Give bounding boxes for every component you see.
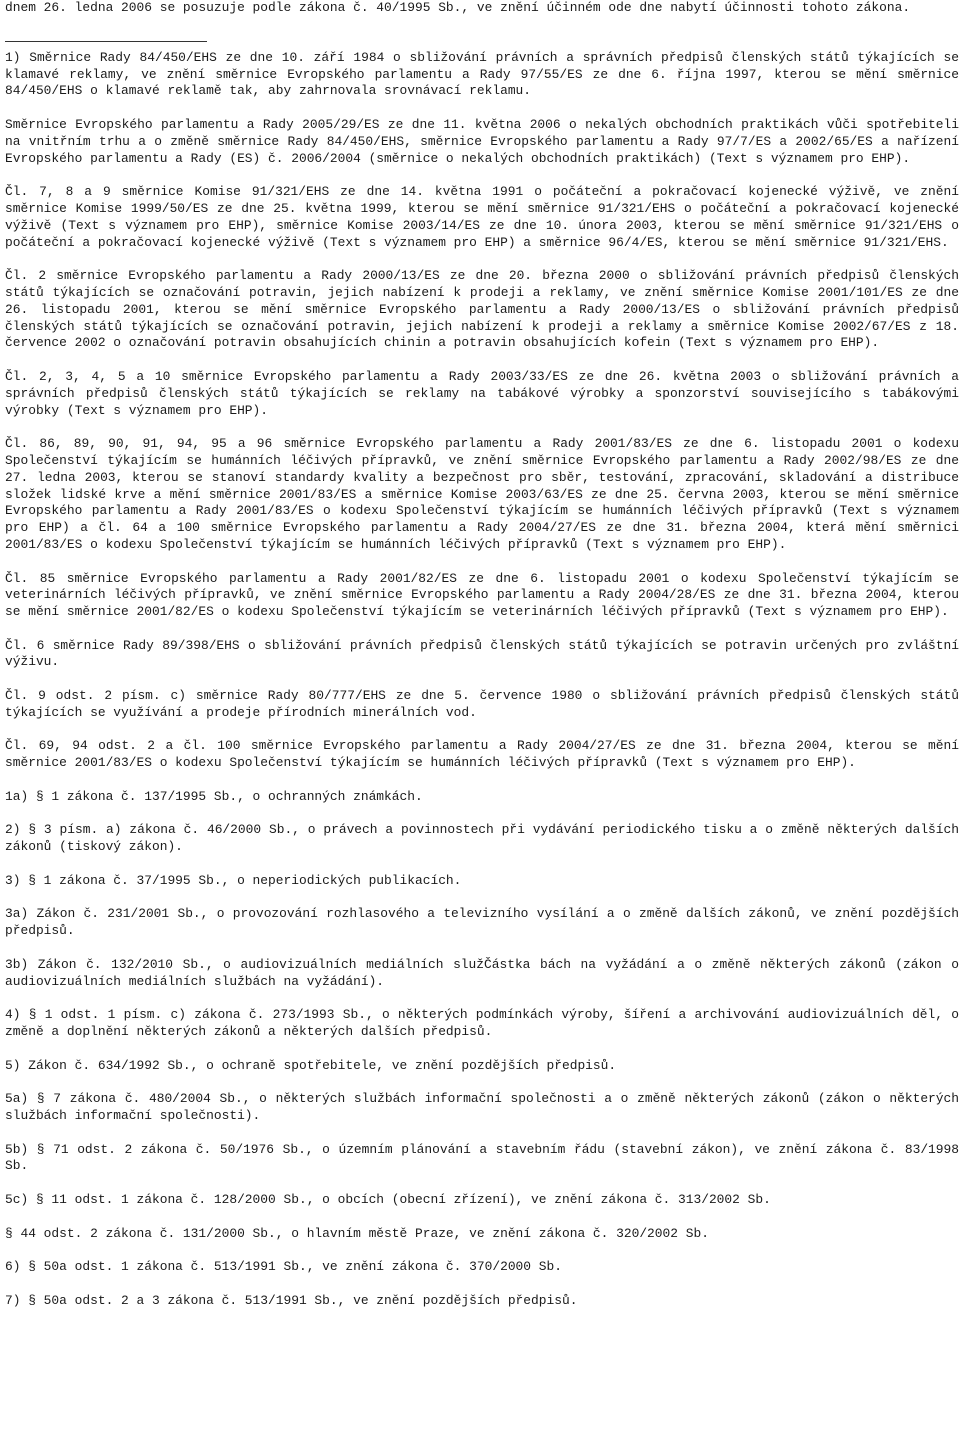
- footnote-1-directive-2003-33: Čl. 2, 3, 4, 5 a 10 směrnice Evropského parlamentu a Rady 2003/33/ES ze dne 26. května 2003 o sbližování právních a správních předpisů členských států týkajících se reklamy na tabákové výrobky a sponzorství souvisejícího s tabákovými výrobky (Text s významem pro EHP).: [5, 368, 959, 418]
- intro-text: dnem 26. ledna 2006 se posuzuje podle zákona č. 40/1995 Sb., ve znění účinném ode dne nabytí účinnosti tohoto zákona.: [5, 0, 911, 15]
- footnote-1-directive-2001-82: Čl. 85 směrnice Evropského parlamentu a Rady 2001/82/ES ze dne 6. listopadu 2001 o kodexu Společenství týkajícím se veterinárních léčivých přípravků, ve znění směrnice Evropského parlamentu a Rady 2004/28/ES ze dne 31. března 2004, kterou se mění směrnice 2001/82/ES o kodexu Společenství týkajícím se veterinárních léčivých přípravků (Text s významem pro EHP).: [5, 570, 959, 620]
- footnote-4: 4) § 1 odst. 1 písm. c) zákona č. 273/1993 Sb., o některých podmínkách výroby, šíření a archivování audiovizuálních děl, o změně a doplnění některých zákonů a některých dalších předpisů.: [5, 1007, 959, 1040]
- footnote-1-directive-91-321: Čl. 7, 8 a 9 směrnice Komise 91/321/EHS ze dne 14. května 1991 o počáteční a pokračovací kojenecké výživě, ve znění směrnice Komise 1999/50/ES ze dne 25. května 1999, kterou se mění směrnice 91/321/EHS o počáteční a pokračovací kojenecké výživě (Text s významem pro EHP), směrnice Komise 2003/14/ES ze dne 10. února 2003, kterou se mění směrnice 91/321/EHS o počáteční a pokračovací kojenecké výživě (Text s významem pro EHP) a směrnice 96/4/ES, kterou se mění směrnice 91/321/EHS.: [5, 184, 959, 250]
- footnote-1-directive-2005-29: Směrnice Evropského parlamentu a Rady 2005/29/ES ze dne 11. května 2006 o nekalých obchodních praktikách vůči spotřebiteli na vnitřním trhu a o změně směrnice Rady 84/450/EHS, směrnice Evropského parlamentu a Rady 97/7/ES a 2002/65/ES a nařízení Evropského parlamentu a Rady (ES) č. 2006/2004 (směrnice o nekalých obchodních praktikách) (Text s významem pro EHP).: [5, 116, 959, 166]
- footnote-3b: 3b) Zákon č. 132/2010 Sb., o audiovizuálních mediálních služČástka bách na vyžádání a o změně některých zákonů (zákon o audiovizuálních mediálních službách na vyžádání).: [5, 956, 959, 989]
- footnote-3: 3) § 1 zákona č. 37/1995 Sb., o neperiodických publikacích.: [5, 872, 462, 888]
- footnote-1a: 1a) § 1 zákona č. 137/1995 Sb., o ochranných známkách.: [5, 788, 423, 804]
- footnote-1: 1) Směrnice Rady 84/450/EHS ze dne 10. září 1984 o sbližování právních a správních předpisů členských států týkajících se klamavé reklamy, ve znění směrnice Evropského parlamentu a Rady 97/55/ES ze dne 6. října 1997, kterou se mění směrnice 84/450/EHS o klamavé reklamě tak, aby zahrnovala srovnávací reklamu.: [5, 49, 959, 99]
- footnote-5c-prague: § 44 odst. 2 zákona č. 131/2000 Sb., o hlavním městě Praze, ve znění zákona č. 320/2002 Sb.: [5, 1225, 709, 1241]
- footnote-1-directive-2000-13: Čl. 2 směrnice Evropského parlamentu a Rady 2000/13/ES ze dne 20. března 2000 o sbližování právních předpisů členských států týkajících se označování potravin, jejich nabízení k prodeji a reklamy, ve znění směrnice Komise 2001/101/ES ze dne 26. listopadu 2001, kterou se mění směrnice Evropského parlamentu a Rady 2000/13/ES o sbližování právních předpisů členských států týkajících se označování potravin, jejich nabízení k prodeji a reklamy a směrnice Komise 2002/67/ES z 18. července 2002 o označování potravin obsahujících chinin a potravin obsahujících kofein (Text s významem pro EHP).: [5, 268, 959, 351]
- footnote-7: 7) § 50a odst. 2 a 3 zákona č. 513/1991 Sb., ve znění pozdějších předpisů.: [5, 1292, 578, 1308]
- footnote-separator: [5, 41, 207, 42]
- footnote-5c: 5c) § 11 odst. 1 zákona č. 128/2000 Sb., o obcích (obecní zřízení), ve znění zákona č. 313/2002 Sb.: [5, 1191, 771, 1207]
- document-page: [5, 0, 959, 1326]
- footnote-6: 6) § 50a odst. 1 zákona č. 513/1991 Sb., ve znění zákona č. 370/2000 Sb.: [5, 1259, 562, 1275]
- footnote-5a: 5a) § 7 zákona č. 480/2004 Sb., o některých službách informační společnosti a o změně některých zákonů (zákon o některých službách informační společnosti).: [5, 1091, 959, 1123]
- footnote-3a: 3a) Zákon č. 231/2001 Sb., o provozování rozhlasového a televizního vysílání a o změně dalších zákonů, ve znění pozdějších předpisů.: [5, 906, 959, 939]
- footnote-5b: 5b) § 71 odst. 2 zákona č. 50/1976 Sb., o územním plánování a stavebním řádu (stavební zákon), ve znění zákona č. 83/1998 Sb.: [5, 1141, 959, 1174]
- footnote-5: 5) Zákon č. 634/1992 Sb., o ochraně spotřebitele, ve znění pozdějších předpisů.: [5, 1057, 617, 1073]
- footnote-2: 2) § 3 písm. a) zákona č. 46/2000 Sb., o právech a povinnostech při vydávání periodického tisku a o změně některých dalších zákonů (tiskový zákon).: [5, 822, 959, 855]
- footnote-1-directive-80-777: Čl. 9 odst. 2 písm. c) směrnice Rady 80/777/EHS ze dne 5. července 1980 o sbližování právních předpisů členských států týkajících se využívání a prodeje přírodních minerálních vod.: [5, 688, 959, 720]
- footnote-1-directive-89-398: Čl. 6 směrnice Rady 89/398/EHS o sbližování právních předpisů členských států týkajících se potravin určených pro zvláštní výživu.: [5, 637, 959, 670]
- footnote-1-directive-2001-83: Čl. 86, 89, 90, 91, 94, 95 a 96 směrnice Evropského parlamentu a Rady 2001/83/ES ze dne 6. listopadu 2001 o kodexu Společenství týkajícím se humánních léčivých přípravků, ve znění směrnice Evropského parlamentu a Rady 2002/98/ES ze dne 27. ledna 2003, kterou se stanoví standardy kvality a bezpečnost pro sběr, testování, zpracování, skladování a distribuce složek lidské krve a mění směrnice 2001/83/ES a směrnice Komise 2003/63/ES ze dne 25. června 2003, kterou se mění směrnice Evropského parlamentu a Rady 2001/83/ES o kodexu Společenství týkajícím se humánních léčivých přípravků (Text s významem pro EHP) a čl. 64 a 100 směrnice Evropského parlamentu a Rady 2004/27/ES ze dne 31. března 2004, která mění směrnici 2001/83/ES o kodexu Společenství týkajícím se humánních léčivých přípravků (Text s významem pro EHP).: [5, 436, 959, 552]
- footnote-1-directive-2004-27: Čl. 69, 94 odst. 2 a čl. 100 směrnice Evropského parlamentu a Rady 2004/27/ES ze dne 31. března 2004, kterou se mění směrnice 2001/83/ES o kodexu Společenství týkajícím se humánních léčivých přípravků (Text s významem pro EHP).: [5, 738, 959, 771]
